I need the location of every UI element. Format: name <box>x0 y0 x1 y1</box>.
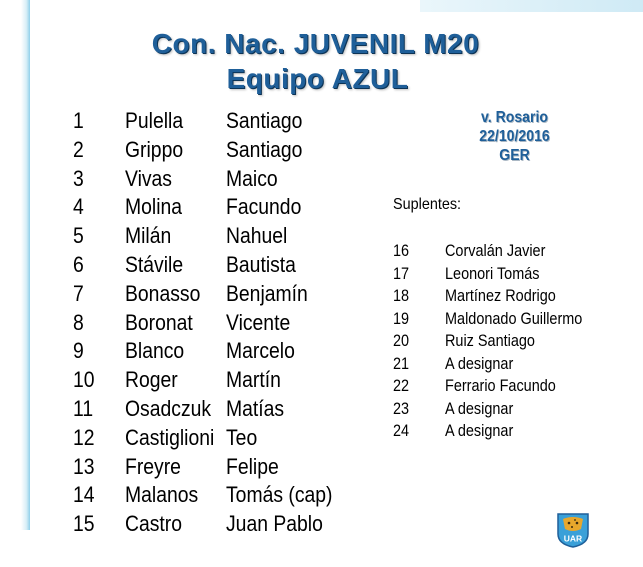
starter-given-name: Matías <box>226 395 285 421</box>
starter-number: 13 <box>73 453 95 479</box>
starter-surname: Milán <box>125 223 172 249</box>
starter-surname: Castiglioni <box>125 424 215 450</box>
uar-jaguar-crest-icon <box>555 512 591 548</box>
starter-number: 9 <box>73 338 84 364</box>
substitute-number: 24 <box>393 421 410 440</box>
starter-surname: Bonasso <box>125 280 201 306</box>
starter-given-name: Vicente <box>226 309 291 335</box>
top-frame-accent <box>420 0 643 12</box>
starter-given-name: Felipe <box>226 453 279 479</box>
starter-surname: Roger <box>125 367 178 393</box>
match-opponent: v. Rosario <box>480 109 549 126</box>
substitute-number: 20 <box>393 331 410 350</box>
starter-given-name: Juan Pablo <box>226 511 323 537</box>
match-date: 22/10/2016 <box>479 128 550 145</box>
starter-number: 6 <box>73 251 84 277</box>
starter-number: 1 <box>73 108 84 133</box>
match-venue: GER <box>499 147 530 164</box>
substitute-name: Maldonado Guillermo <box>445 308 583 328</box>
starter-surname: Vivas <box>125 165 172 191</box>
substitute-name: A designar <box>445 353 514 373</box>
substitute-number: 22 <box>393 376 410 395</box>
match-info <box>452 108 577 165</box>
starter-surname: Grippo <box>125 136 184 162</box>
starter-given-name: Facundo <box>226 194 302 220</box>
starter-number: 14 <box>73 482 95 508</box>
starter-given-name: Maico <box>226 165 278 191</box>
starter-number: 10 <box>73 367 95 393</box>
starter-surname: Molina <box>125 194 183 220</box>
substitute-name: Martínez Rodrigo <box>445 286 556 305</box>
substitute-name: A designar <box>445 421 514 440</box>
starter-given-name: Bautista <box>226 251 296 277</box>
starter-number: 2 <box>73 136 84 162</box>
starter-surname: Stávile <box>125 251 184 277</box>
starter-given-name: Benjamín <box>226 280 308 306</box>
substitute-number: 21 <box>393 353 410 373</box>
starter-number: 12 <box>73 424 95 450</box>
starter-given-name: Martín <box>226 367 281 393</box>
starter-surname: Malanos <box>125 482 199 508</box>
starter-number: 5 <box>73 223 84 249</box>
starter-given-name: Teo <box>226 424 258 450</box>
substitute-name: Corvalán Javier <box>445 241 546 260</box>
starter-surname: Blanco <box>125 338 185 364</box>
starter-number: 4 <box>73 194 84 220</box>
substitute-number: 16 <box>393 241 410 260</box>
substitute-number: 18 <box>393 286 410 305</box>
starter-given-name: Marcelo <box>226 338 295 364</box>
page-title: Con. Nac. JUVENIL M20 <box>151 28 480 59</box>
substitute-number: 17 <box>393 263 410 283</box>
starter-number: 7 <box>73 280 84 306</box>
substitute-number: 23 <box>393 398 410 418</box>
starter-given-name: Santiago <box>226 136 303 162</box>
starter-number: 8 <box>73 309 84 335</box>
starter-surname: Boronat <box>125 309 193 335</box>
starter-given-name: Tomás (cap) <box>226 482 333 508</box>
team-subtitle: Equipo AZUL <box>226 63 409 94</box>
starter-surname: Freyre <box>125 453 181 479</box>
starter-surname: Osadczuk <box>125 395 212 421</box>
starter-given-name: Santiago <box>226 108 303 133</box>
starter-number: 3 <box>73 165 84 191</box>
starter-number: 11 <box>73 395 94 421</box>
substitute-name: Ferrario Facundo <box>445 376 556 395</box>
logo-text: UAR <box>563 533 583 544</box>
starter-given-name: Nahuel <box>226 223 288 249</box>
substitutes-heading: Suplentes: <box>393 196 462 213</box>
substitute-name: Leonori Tomás <box>445 263 540 283</box>
substitute-name: Ruiz Santiago <box>445 331 535 350</box>
substitute-name: A designar <box>445 398 514 418</box>
starter-number: 15 <box>73 511 95 537</box>
starter-surname: Pulella <box>125 108 184 133</box>
starter-surname: Castro <box>125 511 183 537</box>
substitute-number: 19 <box>393 308 410 328</box>
